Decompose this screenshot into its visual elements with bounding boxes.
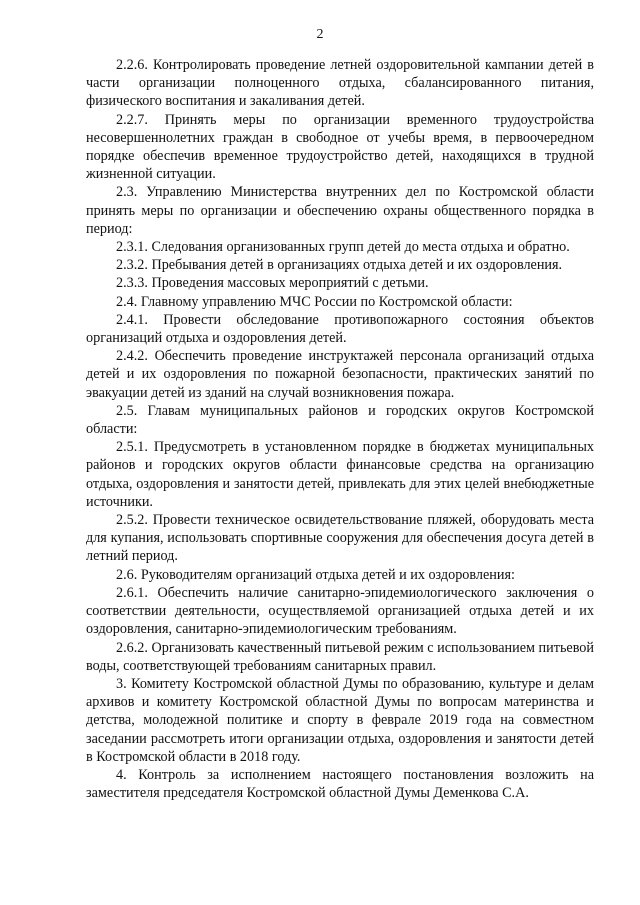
paragraph-3: 3. Комитету Костромской областной Думы по образованию, культуре и делам архивов и комитету Костромской областной Думы по вопросам материнства и детства, молодежной политике и спорту в феврале 2019 года на совместном заседании рассмотреть итоги организации отдыха, оздоровления и занятости детей в Костромской области в 2018 году. (86, 675, 594, 765)
document-body (86, 56, 594, 802)
paragraph-2-5-2: 2.5.2. Провести техническое освидетельствование пляжей, оборудовать места для купания, использовать спортивные сооружения для обеспечения досуга детей в летний период. (86, 512, 594, 565)
paragraph-2-5: 2.5. Главам муниципальных районов и городских округов Костромской области: (86, 402, 594, 438)
paragraph-2-4-2: 2.4.2. Обеспечить проведение инструктажей персонала организаций отдыха детей и их оздоровления по пожарной безопасности, практических занятий по эвакуации детей из зданий на случай возникновения пожара. (86, 348, 594, 401)
paragraph-2-3: 2.3. Управлению Министерства внутренних дел по Костромской области принять меры по организации и обеспечению охраны общественного порядка в период: (86, 184, 594, 237)
paragraph-2-4: 2.4. Главному управлению МЧС России по Костромской области: (116, 293, 513, 310)
paragraph-2-3-2: 2.3.2. Пребывания детей в организациях отдыха детей и их оздоровления. (116, 257, 563, 274)
paragraph-2-4-1: 2.4.1. Провести обследование противопожарного состояния объектов организаций отдыха и оздоровления детей. (86, 311, 594, 347)
page-number: 2 (316, 27, 324, 42)
paragraph-2-3-1: 2.3.1. Следования организованных групп детей до места отдыха и обратно. (116, 239, 570, 256)
paragraph-2-2-7: 2.2.7. Принять меры по организации временного трудоустройства несовершеннолетних граждан в свободное от учебы время, в первоочередном порядке обеспечив временное трудоустройство детей, находящихся в трудной жизненной ситуации. (86, 111, 594, 183)
paragraph-2-2-6: 2.2.6. Контролировать проведение летней оздоровительной кампании детей в части организации полноценного отдыха, сбалансированного питания, физического воспитания и закаливания детей. (86, 57, 594, 110)
paragraph-2-6: 2.6. Руководителям организаций отдыха детей и их оздоровления: (116, 566, 515, 583)
paragraph-4: 4. Контроль за исполнением настоящего постановления возложить на заместителя председателя Костромской областной Думы Деменкова С.А. (86, 766, 594, 802)
paragraph-2-3-3: 2.3.3. Проведения массовых мероприятий с детьми. (116, 275, 429, 292)
paragraph-2-6-1: 2.6.1. Обеспечить наличие санитарно-эпидемиологического заключения о соответствии деятельности, осуществляемой организацией отдыха детей и их оздоровления, санитарно-эпидемиологическим требованиям. (86, 584, 594, 638)
paragraph-2-6-2: 2.6.2. Организовать качественный питьевой режим с использованием питьевой воды, соответствующей требованиям санитарных правил. (86, 639, 594, 674)
paragraph-2-5-1: 2.5.1. Предусмотреть в установленном порядке в бюджетах муниципальных районов и городских округов области финансовые средства на организацию отдыха, оздоровления и занятости детей, привлекать для этих целей внебюджетные источники. (86, 439, 594, 510)
